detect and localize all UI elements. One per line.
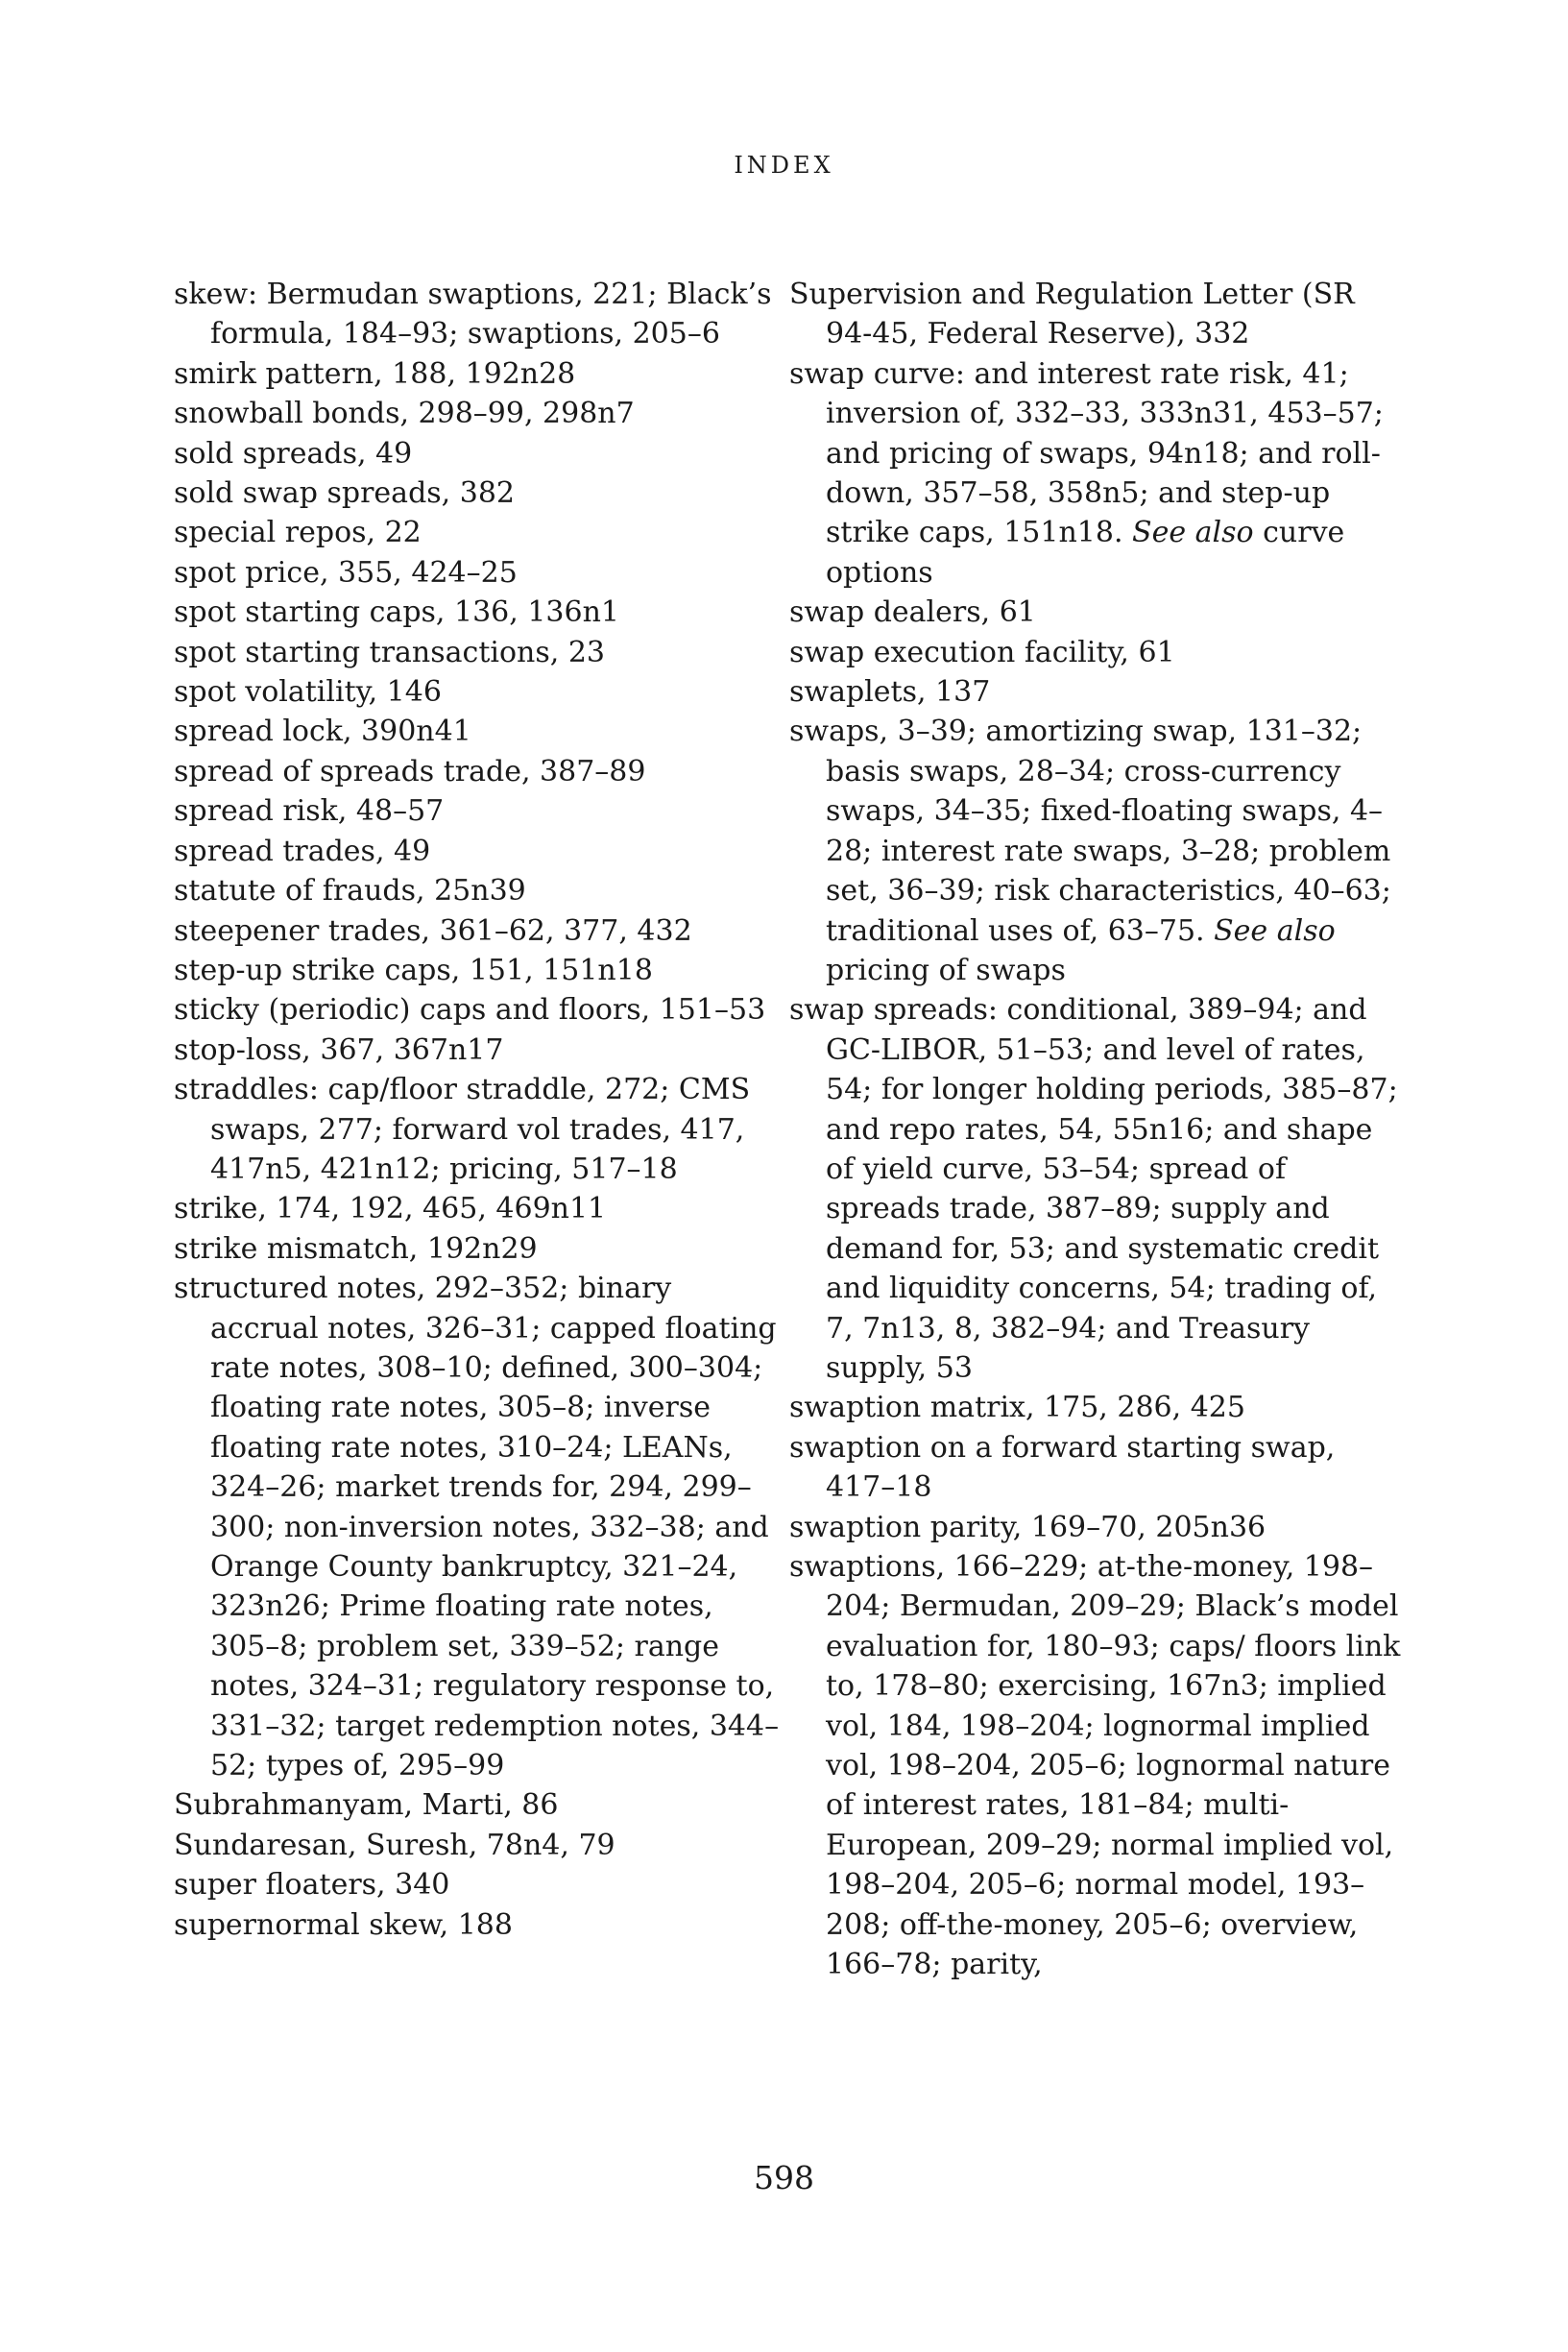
- index-entry: [174, 990, 788, 1030]
- index-entry-text: swap dealers, 61: [789, 595, 1036, 630]
- index-entry: [174, 1070, 788, 1189]
- index-entry-text: strike mismatch, 192n29: [174, 1231, 538, 1266]
- index-entry-text: statute of frauds, 25n39: [174, 874, 526, 909]
- index-entry-text: swaption on a forward starting swap, 417–18: [789, 1430, 1336, 1505]
- index-entry-text: Supervision and Regulation Letter (SR 94-45, Federal Reserve), 332: [789, 278, 1355, 352]
- index-entry: [174, 633, 788, 672]
- index-entry-text: strike, 174, 192, 465, 469n11: [174, 1192, 607, 1226]
- index-entry-text: spread of spreads trade, 387–89: [174, 754, 646, 788]
- index-entry-text: swaplets, 137: [789, 675, 991, 710]
- index-entry: [174, 791, 788, 831]
- index-entry: [174, 911, 788, 951]
- index-entry-text: sold spreads, 49: [174, 436, 413, 471]
- index-entry-text: spot starting caps, 136, 136n1: [174, 595, 620, 630]
- index-entry: [789, 1508, 1404, 1547]
- index-entry: [789, 354, 1404, 593]
- index-entry: [174, 275, 788, 354]
- index-entry: [174, 1785, 788, 1825]
- index-entry: [789, 990, 1404, 1388]
- index-entry-text: structured notes, 292–352; binary accrual notes, 326–31; capped floating rate notes, 308–10; defined, 300–304; floating rate notes, 305–8; inverse floating rate notes, 310–24; LEANs, 324–26; market trends for, 294, 299–300; non-inversion notes, 332–38; and Orange County bankruptcy, 321–24, 323n26; Prime floating rate notes, 305–8; problem set, 339–52; range notes, 324–31; regulatory response to, 331–32; target redemption notes, 344–52; types of, 295–99: [174, 1272, 780, 1783]
- index-entry: [174, 1031, 788, 1070]
- index-entry: [174, 951, 788, 990]
- index-entry: [174, 1189, 788, 1228]
- index-entry-text: swap execution facility, 61: [789, 635, 1175, 669]
- index-entry-text: curve options: [826, 516, 1345, 590]
- index-entry: [174, 553, 788, 593]
- index-entry-text: spot volatility, 146: [174, 675, 442, 710]
- index-entry: [789, 1547, 1404, 1984]
- index-entry-text: pricing of swaps: [826, 953, 1066, 987]
- index-entry: [174, 434, 788, 473]
- index-entry-text: spot starting transactions, 23: [174, 635, 606, 669]
- index-entry-text: sticky (periodic) caps and floors, 151–53: [174, 993, 766, 1028]
- index-entry-text: special repos, 22: [174, 516, 422, 550]
- index-entry: [174, 672, 788, 712]
- index-entry: [174, 1269, 788, 1785]
- index-entry-text: spot price, 355, 424–25: [174, 555, 518, 590]
- index-entry-text: spread trades, 49: [174, 834, 431, 868]
- index-entry-text: steepener trades, 361–62, 377, 432: [174, 913, 692, 948]
- index-entry: [174, 1826, 788, 1865]
- index-entry-text: snowball bonds, 298–99, 298n7: [174, 397, 635, 431]
- index-entry: [789, 1428, 1404, 1508]
- index-entry: [174, 473, 788, 513]
- index-entry: [789, 712, 1404, 990]
- index-entry-text: stop-loss, 367, 367n17: [174, 1032, 504, 1067]
- index-entry-text: swaptions, 166–229; at-the-money, 198–204; Bermudan, 209–29; Black’s model evaluation for, 180–93; caps/ floors link to, 178–80; exercising, 167n3; implied vol, 184, 198–204; lognormal implied vol, 198–204, 205–6; lognormal nature of interest rates, 181–84; multi-European, 209–29; normal implied vol, 198–204, 205–6; normal model, 193–208; off-the-money, 205–6; overview, 166–78; parity,: [789, 1550, 1401, 1982]
- see-also-label: See also: [1214, 913, 1336, 948]
- index-entry-text: smirk pattern, 188, 192n28: [174, 356, 576, 391]
- index-column-left: [174, 275, 788, 1945]
- index-entry-text: spread lock, 390n41: [174, 715, 471, 749]
- index-entry: [789, 1388, 1404, 1427]
- index-entry: [789, 672, 1404, 712]
- index-entry: [174, 712, 788, 751]
- index-entry: [174, 752, 788, 791]
- index-entry-text: straddles: cap/floor straddle, 272; CMS swaps, 277; forward vol trades, 417, 417n5, 421n12; pricing, 517–18: [174, 1073, 751, 1186]
- index-entry: [174, 513, 788, 552]
- index-entry-text: swaps, 3–39; amortizing swap, 131–32; basis swaps, 28–34; cross-currency swaps, 34–35; fixed-floating swaps, 4–28; interest rate swaps, 3–28; problem set, 36–39; risk characteristics, 40–63; traditional uses of, 63–75.: [789, 715, 1391, 948]
- index-entry-text: supernormal skew, 188: [174, 1907, 513, 1942]
- index-entry: [174, 832, 788, 871]
- index-column-right: [789, 275, 1404, 1984]
- index-entry-text: swap curve: and interest rate risk, 41; inversion of, 332–33, 333n31, 453–57; and pricing of swaps, 94n18; and roll-down, 357–58, 358n5; and step-up strike caps, 151n18.: [789, 356, 1384, 550]
- index-entry: [174, 1229, 788, 1269]
- index-entry-text: super floaters, 340: [174, 1868, 450, 1903]
- index-entry-text: spread risk, 48–57: [174, 794, 445, 829]
- page-number: 598: [754, 2159, 814, 2196]
- see-also-label: See also: [1132, 516, 1254, 550]
- running-head: INDEX: [734, 152, 834, 179]
- index-entry-text: swaption matrix, 175, 286, 425: [789, 1391, 1245, 1425]
- index-entry-text: swaption parity, 169–70, 205n36: [789, 1510, 1266, 1544]
- index-entry-text: sold swap spreads, 382: [174, 476, 516, 511]
- index-entry: [789, 633, 1404, 672]
- index-entry: [789, 593, 1404, 632]
- index-entry: [174, 1865, 788, 1904]
- index-entry: [174, 871, 788, 910]
- index-entry: [789, 275, 1404, 354]
- index-entry-text: Sundaresan, Suresh, 78n4, 79: [174, 1828, 615, 1862]
- index-entry: [174, 593, 788, 632]
- index-entry-text: Subrahmanyam, Marti, 86: [174, 1788, 559, 1823]
- index-entry-text: skew: Bermudan swaptions, 221; Black’s formula, 184–93; swaptions, 205–6: [174, 278, 772, 352]
- index-entry: [174, 354, 788, 394]
- index-entry: [174, 394, 788, 433]
- index-entry-text: step-up strike caps, 151, 151n18: [174, 953, 653, 987]
- index-entry: [174, 1905, 788, 1945]
- index-entry-text: swap spreads: conditional, 389–94; and GC-LIBOR, 51–53; and level of rates, 54; for longer holding periods, 385–87; and repo rates, 54, 55n16; and shape of yield curve, 53–54; spread of spreads trade, 387–89; supply and demand for, 53; and systematic credit and liquidity concerns, 54; trading of, 7, 7n13, 8, 382–94; and Treasury supply, 53: [789, 993, 1398, 1385]
